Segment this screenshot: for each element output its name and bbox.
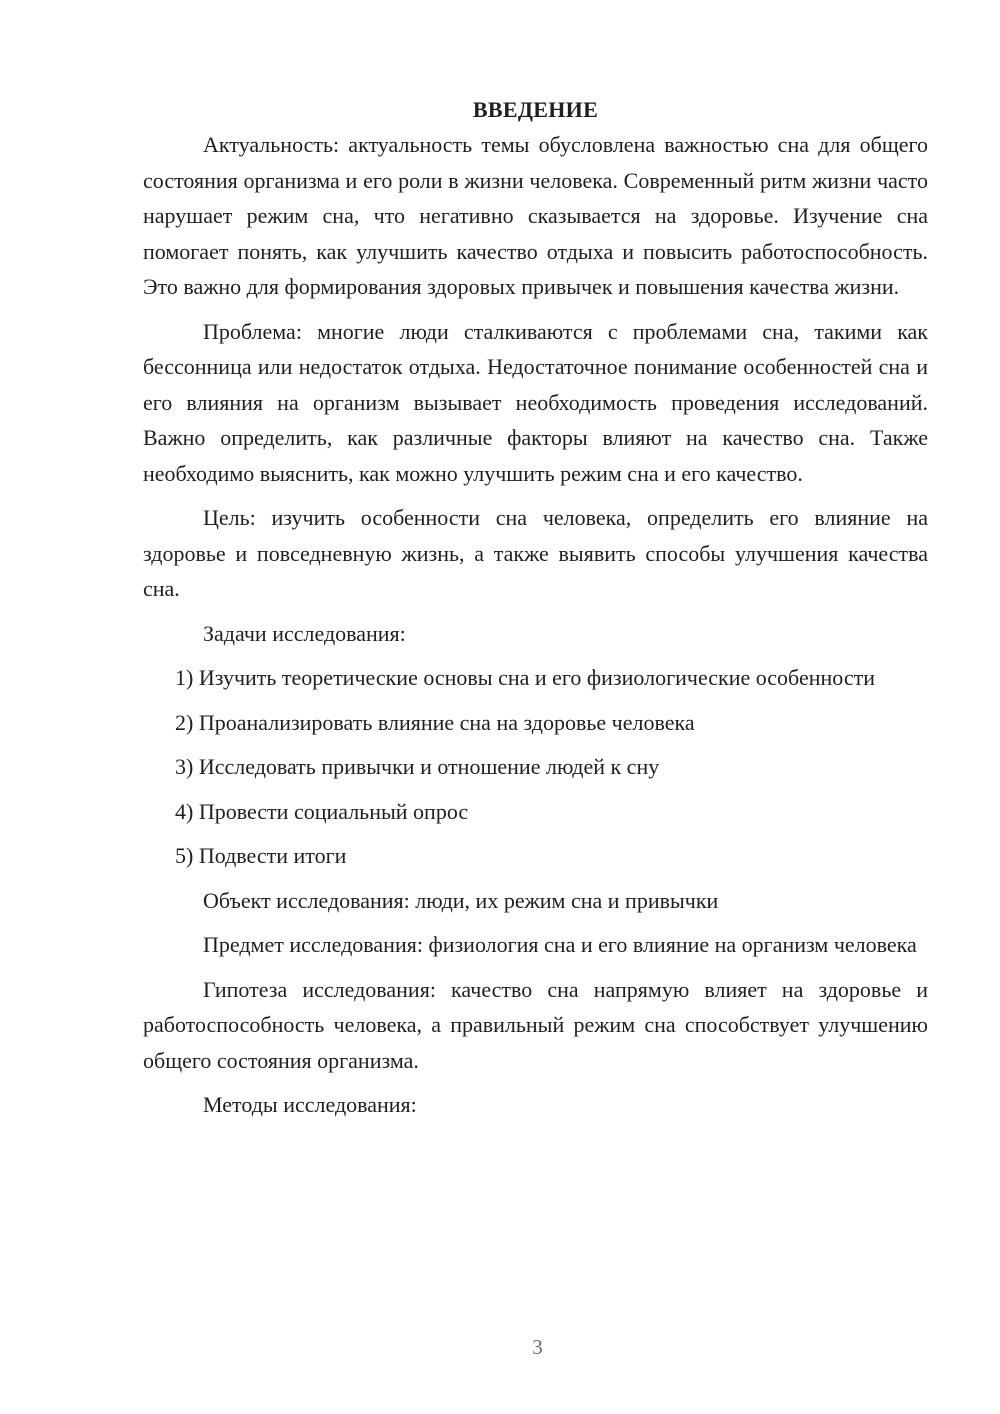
task-item-1: 1) Изучить теоретические основы сна и его физиологические особенности: [175, 665, 875, 690]
hypothesis-paragraph: Гипотеза исследования: качество сна напрямую влияет на здоровье и работоспособность человека, а правильный режим сна способствует улучшению общего состояния организма.: [143, 976, 928, 1073]
page-content: [143, 94, 928, 1132]
task-item-4: 4) Провести социальный опрос: [175, 798, 469, 824]
tasks-heading: Задачи исследования:: [203, 620, 406, 646]
section-title: ВВЕДЕНИЕ: [472, 97, 599, 122]
page-number: 3: [532, 1335, 543, 1359]
task-item-5: 5) Подвести итоги: [175, 843, 347, 868]
object-paragraph: Объект исследования: люди, их режим сна и привычки: [203, 887, 719, 913]
problem-paragraph: Проблема: многие люди сталкиваются с проблемами сна, такими как бессонница или недостаток отдыха. Недостаточное понимание особенностей сна и его влияния на организм вызывает необходимость проведения исследований. Важно определить, как различные факторы влияют на качество сна. Также необходимо выяснить, как можно улучшить режим сна и его качество.: [143, 318, 928, 486]
relevance-paragraph: Актуальность: актуальность темы обусловлена важностью сна для общего состояния организма и его роли в жизни человека. Современный ритм жизни часто нарушает режим сна, что негативно сказывается на здоровье. Изучение сна помогает понять, как улучшить качество отдыха и повысить работоспособность. Это важно для формирования здоровых привычек и повышения качества жизни.: [143, 132, 928, 299]
methods-heading: Методы исследования:: [203, 1092, 417, 1117]
task-item-2: 2) Проанализировать влияние сна на здоровье человека: [175, 709, 695, 735]
goal-paragraph: Цель: изучить особенности сна человека, определить его влияние на здоровье и повседневную жизнь, а также выявить способы улучшения качества сна.: [143, 505, 928, 601]
tasks-list: [143, 660, 928, 874]
subject-paragraph: Предмет исследования: физиология сна и его влияние на организм человека: [203, 932, 917, 957]
task-item-3: 3) Исследовать привычки и отношение людей к сну: [175, 754, 660, 779]
